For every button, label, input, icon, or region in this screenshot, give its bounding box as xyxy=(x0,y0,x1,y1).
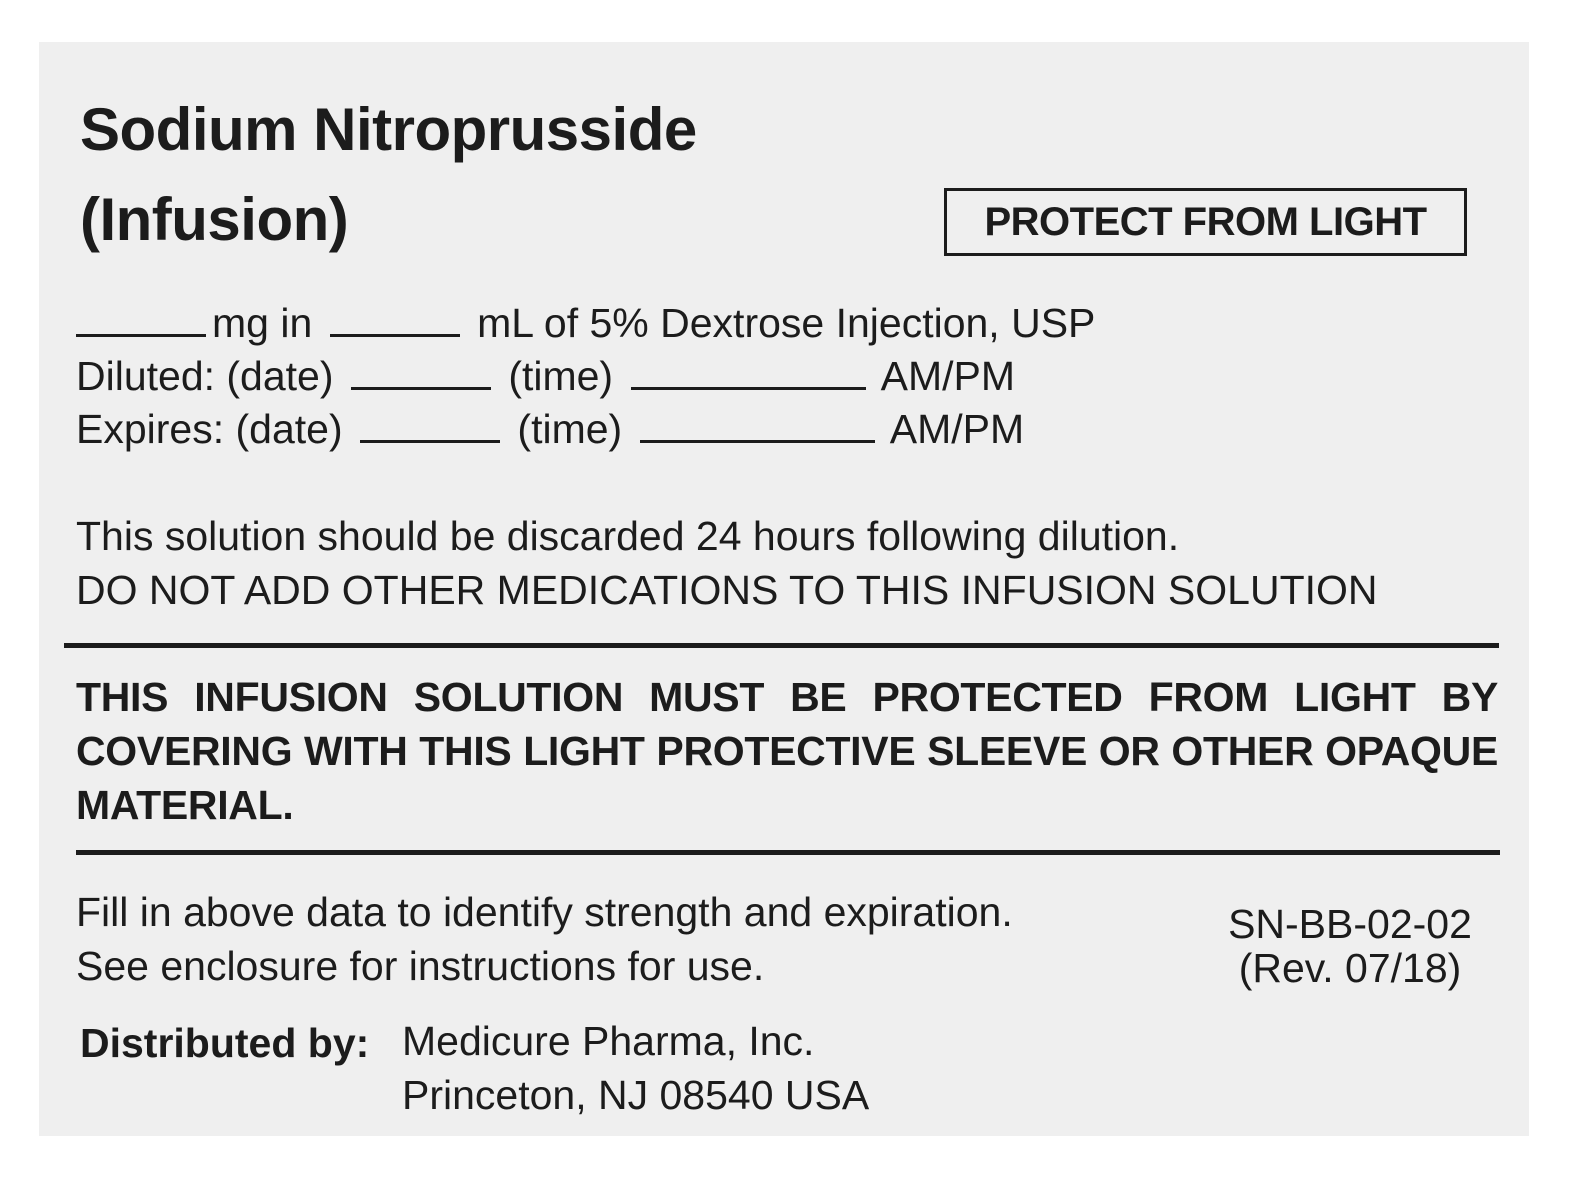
expires-date-label: Expires: (date) xyxy=(76,406,343,452)
dose-unit-ml: mL of 5% Dextrose Injection, USP xyxy=(477,300,1096,346)
no-add-note: DO NOT ADD OTHER MEDICATIONS TO THIS INFUSION SOLUTION xyxy=(76,567,1378,613)
expires-time-blank xyxy=(640,406,875,443)
label-code: SN-BB-02-02 xyxy=(1228,901,1472,947)
mg-blank xyxy=(76,300,206,337)
diluted-time-label: (time) xyxy=(508,353,614,399)
drug-form: (Infusion) xyxy=(80,186,349,253)
diluted-ampm: AM/PM xyxy=(880,353,1016,399)
protect-badge-text: PROTECT FROM LIGHT xyxy=(984,199,1427,244)
dose-unit-mg: mg in xyxy=(212,300,313,346)
protect-from-light-badge xyxy=(944,188,1467,256)
label-revision: (Rev. 07/18) xyxy=(1238,945,1462,991)
diluted-date-blank xyxy=(351,353,491,390)
expires-time-label: (time) xyxy=(517,406,623,452)
drug-label xyxy=(39,42,1529,1136)
diluted-time-blank xyxy=(631,353,866,390)
diluted-line xyxy=(76,353,1015,398)
light-warning: THIS INFUSION SOLUTION MUST BE PROTECTED FROM LIGHT BY COVERING WITH THIS LIGHT PROTECTIVE SLEEVE OR OTHER OPAQUE MATERIAL. xyxy=(76,674,1498,828)
distributor-label: Distributed by: xyxy=(80,1020,370,1066)
expires-line xyxy=(76,406,1024,451)
distributor-name: Medicure Pharma, Inc. xyxy=(402,1018,815,1064)
enclosure-note: See enclosure for instructions for use. xyxy=(76,943,765,989)
divider-bottom xyxy=(76,850,1500,855)
drug-name: Sodium Nitroprusside xyxy=(80,96,697,163)
divider-top xyxy=(64,643,1499,648)
fill-note: Fill in above data to identify strength and expiration. xyxy=(76,889,1013,935)
expires-date-blank xyxy=(360,406,500,443)
expires-ampm: AM/PM xyxy=(889,406,1025,452)
discard-note: This solution should be discarded 24 hours following dilution. xyxy=(76,513,1180,559)
diluted-date-label: Diluted: (date) xyxy=(76,353,334,399)
distributor-address: Princeton, NJ 08540 USA xyxy=(402,1072,870,1118)
ml-blank xyxy=(330,300,460,337)
dose-line xyxy=(76,300,1095,345)
